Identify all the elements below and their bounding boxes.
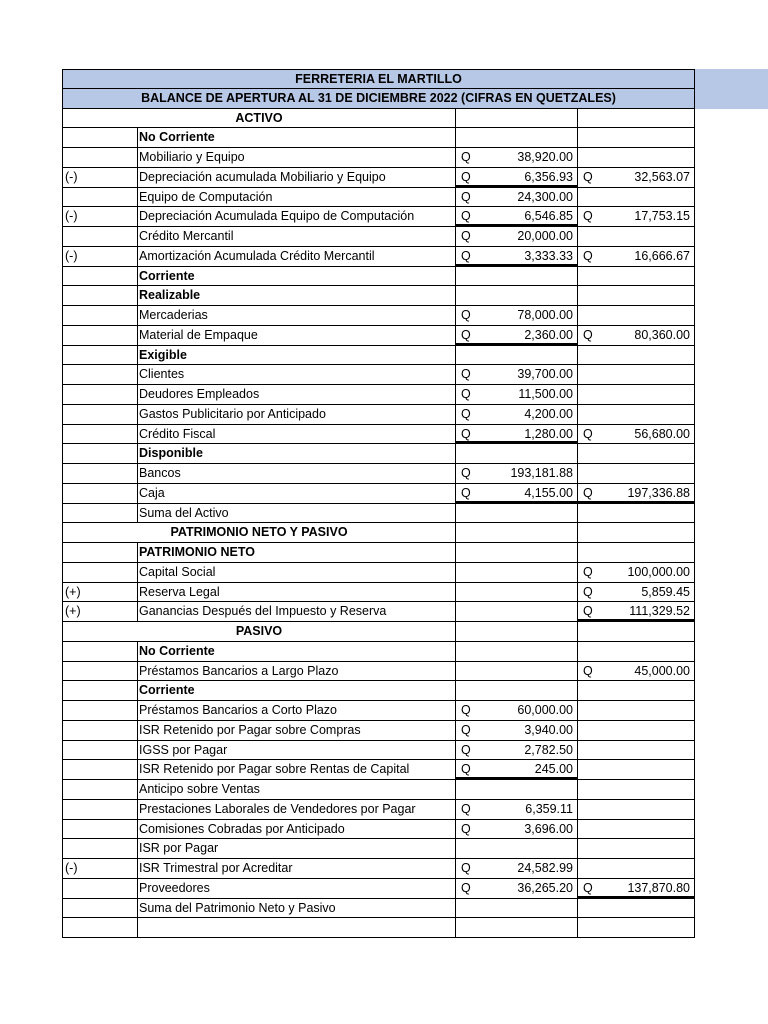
amount-value: 78,000.00: [517, 308, 573, 322]
currency-symbol: Q: [461, 327, 471, 342]
currency-symbol: Q: [461, 209, 471, 224]
sign-cell: [62, 879, 138, 898]
amount-cell: [456, 128, 578, 147]
currency-symbol: Q: [583, 327, 593, 342]
account-label: Amortización Acumulada Crédito Mercantil: [138, 247, 456, 266]
amount-cell: [456, 247, 578, 266]
total-value: 5,859.45: [641, 584, 690, 599]
total-cell: [578, 346, 695, 365]
table-row: [62, 385, 695, 405]
total-value: 100,000.00: [627, 564, 690, 579]
account-label: Depreciación Acumulada Equipo de Computación: [138, 207, 456, 226]
table-row: [62, 227, 695, 247]
total-cell: [578, 642, 695, 661]
amount-value: 245.00: [534, 762, 573, 777]
amount-cell: [456, 879, 578, 898]
sign-cell: (-): [62, 168, 138, 187]
currency-symbol: Q: [461, 189, 471, 204]
amount-cell: [456, 839, 578, 858]
amount-cell: [456, 721, 578, 740]
title-row: [62, 69, 695, 89]
amount-value: 3,696.00: [524, 821, 573, 836]
account-label: Reserva Legal: [138, 583, 456, 602]
total-value: 17,753.15: [634, 209, 690, 224]
account-label: Equipo de Computación: [138, 188, 456, 207]
amount-cell: [456, 800, 578, 819]
table-row: [62, 464, 695, 484]
amount-cell: [456, 207, 578, 226]
currency-symbol: Q: [583, 426, 593, 441]
currency-symbol: Q: [461, 466, 471, 480]
sheet-subtitle: BALANCE DE APERTURA AL 31 DE DICIEMBRE 2022 (CIFRAS EN QUETZALES): [62, 89, 695, 108]
account-label: Préstamos Bancarios a Corto Plazo: [138, 701, 456, 720]
account-label: Realizable: [138, 286, 456, 305]
account-label: Exigible: [138, 346, 456, 365]
currency-symbol: Q: [583, 584, 593, 599]
sign-cell: [62, 188, 138, 207]
amount-value: 6,356.93: [524, 169, 573, 184]
account-label: Caja: [138, 484, 456, 503]
account-label: No Corriente: [138, 128, 456, 147]
currency-symbol: Q: [461, 880, 471, 895]
account-label: Anticipo sobre Ventas: [138, 780, 456, 799]
account-label: Comisiones Cobradas por Anticipado: [138, 820, 456, 839]
total-cell: [578, 168, 695, 187]
sign-cell: [62, 306, 138, 325]
total-value: 80,360.00: [634, 327, 690, 342]
total-cell: [578, 563, 695, 582]
amount-cell: [456, 444, 578, 463]
amount-value: 3,333.33: [524, 248, 573, 263]
total-cell: [578, 484, 695, 503]
table-row: [62, 899, 695, 919]
total-cell: [578, 820, 695, 839]
amount-cell: [456, 543, 578, 562]
amount-cell: [456, 760, 578, 779]
account-label: PATRIMONIO NETO: [138, 543, 456, 562]
total-cell: [578, 425, 695, 444]
sign-cell: [62, 425, 138, 444]
currency-symbol: Q: [461, 426, 471, 441]
currency-symbol: Q: [583, 880, 593, 895]
total-cell: [578, 662, 695, 681]
account-label: Proveedores: [138, 879, 456, 898]
total-cell: [578, 464, 695, 483]
currency-symbol: Q: [461, 821, 471, 836]
account-label: No Corriente: [138, 642, 456, 661]
account-label: Material de Empaque: [138, 326, 456, 345]
table-row: [62, 444, 695, 464]
section-row: [62, 523, 695, 543]
amount-cell: [456, 464, 578, 483]
amount-cell: [456, 405, 578, 424]
amount-cell: [456, 425, 578, 444]
currency-symbol: Q: [461, 406, 471, 421]
table-row: [62, 859, 695, 879]
table-row: [62, 286, 695, 306]
amount-cell: [456, 326, 578, 345]
sign-cell: [62, 681, 138, 700]
amount-value: 193,181.88: [510, 466, 573, 480]
sign-cell: [62, 504, 138, 523]
account-label: [138, 918, 456, 937]
currency-symbol: Q: [461, 703, 471, 717]
table-row: [62, 405, 695, 425]
total-cell: [578, 504, 695, 523]
total-value: 111,329.52: [629, 604, 690, 619]
currency-symbol: Q: [461, 387, 471, 401]
amount-value: 6,359.11: [525, 801, 573, 816]
table-row: [62, 602, 695, 622]
sign-cell: [62, 662, 138, 681]
table-row: [62, 800, 695, 820]
amount-value: 38,920.00: [517, 150, 573, 164]
account-label: Crédito Fiscal: [138, 425, 456, 444]
total-cell: [578, 543, 695, 562]
amount-value: 60,000.00: [517, 703, 573, 717]
sign-cell: [62, 642, 138, 661]
amount-cell: [456, 267, 578, 286]
table-row: [62, 484, 695, 504]
amount-cell: [456, 602, 578, 621]
amount-cell: [456, 365, 578, 384]
sign-cell: [62, 800, 138, 819]
currency-symbol: Q: [461, 861, 471, 875]
sign-cell: [62, 227, 138, 246]
total-cell: [578, 444, 695, 463]
amount-cell: [456, 168, 578, 187]
amount-cell: [456, 306, 578, 325]
table-row: [62, 780, 695, 800]
sign-cell: [62, 760, 138, 779]
currency-symbol: Q: [583, 604, 593, 619]
table-row: [62, 642, 695, 662]
section-row: [62, 109, 695, 129]
table-row: [62, 148, 695, 168]
currency-symbol: Q: [583, 564, 593, 579]
amount-value: 39,700.00: [517, 367, 573, 382]
total-cell: [578, 188, 695, 207]
amount-cell: [456, 622, 578, 641]
amount-value: 2,360.00: [524, 327, 573, 342]
account-label: Crédito Mercantil: [138, 227, 456, 246]
total-value: 137,870.80: [627, 880, 690, 895]
amount-cell: [456, 899, 578, 918]
total-cell: [578, 741, 695, 760]
sign-cell: [62, 346, 138, 365]
total-cell: [578, 701, 695, 720]
currency-symbol: Q: [461, 742, 471, 757]
section-row: [62, 622, 695, 642]
total-cell: [578, 681, 695, 700]
account-label: Bancos: [138, 464, 456, 483]
currency-symbol: Q: [461, 248, 471, 263]
account-label: IGSS por Pagar: [138, 741, 456, 760]
amount-cell: [456, 859, 578, 878]
table-row: [62, 820, 695, 840]
table-row: [62, 365, 695, 385]
account-label: ISR por Pagar: [138, 839, 456, 858]
account-label: Deudores Empleados: [138, 385, 456, 404]
sign-cell: [62, 385, 138, 404]
sign-cell: (+): [62, 602, 138, 621]
sign-cell: [62, 128, 138, 147]
amount-cell: [456, 286, 578, 305]
sign-cell: [62, 543, 138, 562]
table-row: [62, 168, 695, 188]
account-label: Depreciación acumulada Mobiliario y Equipo: [138, 168, 456, 187]
subtitle-row: [62, 89, 695, 109]
sign-cell: [62, 899, 138, 918]
total-cell: [578, 780, 695, 799]
table-row: [62, 563, 695, 583]
amount-cell: [456, 741, 578, 760]
table-row: [62, 267, 695, 287]
amount-cell: [456, 346, 578, 365]
total-cell: [578, 207, 695, 226]
account-label: Suma del Patrimonio Neto y Pasivo: [138, 899, 456, 918]
currency-symbol: Q: [461, 367, 471, 382]
total-value: 32,563.07: [634, 169, 690, 184]
total-cell: [578, 365, 695, 384]
total-cell: [578, 326, 695, 345]
total-cell: [578, 405, 695, 424]
account-label: Mercaderias: [138, 306, 456, 325]
total-cell: [578, 622, 695, 641]
sign-cell: [62, 563, 138, 582]
sign-cell: [62, 839, 138, 858]
account-label: Corriente: [138, 681, 456, 700]
table-row: [62, 760, 695, 780]
amount-cell: [456, 820, 578, 839]
amount-cell: [456, 227, 578, 246]
table-row: [62, 839, 695, 859]
sign-cell: (+): [62, 583, 138, 602]
account-label: ISR Retenido por Pagar sobre Rentas de Capital: [138, 760, 456, 779]
currency-symbol: Q: [461, 801, 471, 816]
total-cell: [578, 247, 695, 266]
account-label: Suma del Activo: [138, 504, 456, 523]
table-row: [62, 681, 695, 701]
amount-cell: [456, 188, 578, 207]
total-cell: [578, 879, 695, 898]
total-value: 56,680.00: [634, 426, 690, 441]
account-label: Clientes: [138, 365, 456, 384]
currency-symbol: Q: [583, 248, 593, 263]
section-heading: PATRIMONIO NETO Y PASIVO: [62, 523, 456, 542]
currency-symbol: Q: [461, 229, 471, 243]
currency-symbol: Q: [583, 485, 593, 500]
amount-value: 24,300.00: [517, 189, 573, 204]
sign-cell: [62, 918, 138, 937]
table-row: [62, 583, 695, 603]
amount-cell: [456, 148, 578, 167]
balance-sheet: [62, 69, 695, 938]
total-cell: [578, 128, 695, 147]
amount-value: 24,582.99: [517, 861, 573, 875]
table-row: [62, 326, 695, 346]
currency-symbol: Q: [583, 209, 593, 224]
total-cell: [578, 602, 695, 621]
table-row: [62, 504, 695, 524]
table-row: [62, 425, 695, 445]
sign-cell: [62, 484, 138, 503]
total-cell: [578, 760, 695, 779]
currency-symbol: Q: [461, 762, 471, 777]
currency-symbol: Q: [583, 663, 593, 678]
currency-symbol: Q: [583, 169, 593, 184]
amount-value: 2,782.50: [524, 742, 573, 757]
amount-cell: [456, 563, 578, 582]
table-row: [62, 247, 695, 267]
table-row: [62, 543, 695, 563]
sign-cell: [62, 267, 138, 286]
total-cell: [578, 839, 695, 858]
sign-cell: [62, 148, 138, 167]
currency-symbol: Q: [461, 169, 471, 184]
amount-cell: [456, 681, 578, 700]
total-cell: [578, 148, 695, 167]
total-cell: [578, 859, 695, 878]
total-cell: [578, 306, 695, 325]
sign-cell: [62, 326, 138, 345]
account-label: Capital Social: [138, 563, 456, 582]
table-row: [62, 306, 695, 326]
account-label: Mobiliario y Equipo: [138, 148, 456, 167]
table-row: [62, 918, 695, 938]
account-label: Ganancias Después del Impuesto y Reserva: [138, 602, 456, 621]
account-label: Corriente: [138, 267, 456, 286]
sign-cell: [62, 444, 138, 463]
amount-cell: [456, 642, 578, 661]
amount-cell: [456, 109, 578, 128]
section-heading: ACTIVO: [62, 109, 456, 128]
sign-cell: [62, 820, 138, 839]
account-label: Prestaciones Laborales de Vendedores por Pagar: [138, 800, 456, 819]
total-cell: [578, 523, 695, 542]
sign-cell: (-): [62, 207, 138, 226]
sign-cell: [62, 405, 138, 424]
account-label: Préstamos Bancarios a Largo Plazo: [138, 662, 456, 681]
table-row: [62, 879, 695, 899]
total-cell: [578, 385, 695, 404]
total-cell: [578, 583, 695, 602]
sheet-title: FERRETERIA EL MARTILLO: [62, 70, 695, 88]
account-label: Disponible: [138, 444, 456, 463]
amount-cell: [456, 662, 578, 681]
total-cell: [578, 721, 695, 740]
sign-cell: (-): [62, 859, 138, 878]
total-value: 197,336.88: [627, 485, 690, 500]
sign-cell: [62, 286, 138, 305]
amount-cell: [456, 701, 578, 720]
header-fill-strip: [695, 69, 768, 109]
amount-value: 11,500.00: [518, 387, 573, 401]
total-cell: [578, 109, 695, 128]
sign-cell: [62, 701, 138, 720]
table-row: [62, 346, 695, 366]
amount-value: 6,546.85: [524, 209, 573, 224]
currency-symbol: Q: [461, 308, 471, 322]
table-row: [62, 721, 695, 741]
table-row: [62, 188, 695, 208]
account-label: Gastos Publicitario por Anticipado: [138, 405, 456, 424]
amount-cell: [456, 918, 578, 937]
section-heading: PASIVO: [62, 622, 456, 641]
amount-value: 1,280.00: [524, 426, 573, 441]
sign-cell: (-): [62, 247, 138, 266]
total-value: 45,000.00: [634, 663, 690, 678]
amount-cell: [456, 504, 578, 523]
total-cell: [578, 800, 695, 819]
currency-symbol: Q: [461, 485, 471, 500]
amount-value: 20,000.00: [517, 229, 573, 243]
total-cell: [578, 918, 695, 937]
amount-cell: [456, 385, 578, 404]
amount-cell: [456, 523, 578, 542]
amount-value: 3,940.00: [524, 722, 573, 737]
total-value: 16,666.67: [634, 248, 690, 263]
amount-value: 36,265.20: [517, 880, 573, 895]
amount-value: 4,155.00: [524, 485, 573, 500]
table-row: [62, 741, 695, 761]
total-cell: [578, 227, 695, 246]
table-row: [62, 128, 695, 148]
currency-symbol: Q: [461, 722, 471, 737]
currency-symbol: Q: [461, 150, 471, 164]
amount-cell: [456, 484, 578, 503]
table-row: [62, 701, 695, 721]
account-label: ISR Trimestral por Acreditar: [138, 859, 456, 878]
sign-cell: [62, 464, 138, 483]
total-cell: [578, 267, 695, 286]
total-cell: [578, 286, 695, 305]
total-cell: [578, 899, 695, 918]
sign-cell: [62, 721, 138, 740]
account-label: ISR Retenido por Pagar sobre Compras: [138, 721, 456, 740]
sign-cell: [62, 741, 138, 760]
amount-cell: [456, 583, 578, 602]
sign-cell: [62, 365, 138, 384]
amount-value: 4,200.00: [524, 406, 573, 421]
table-row: [62, 207, 695, 227]
amount-cell: [456, 780, 578, 799]
table-row: [62, 662, 695, 682]
sign-cell: [62, 780, 138, 799]
